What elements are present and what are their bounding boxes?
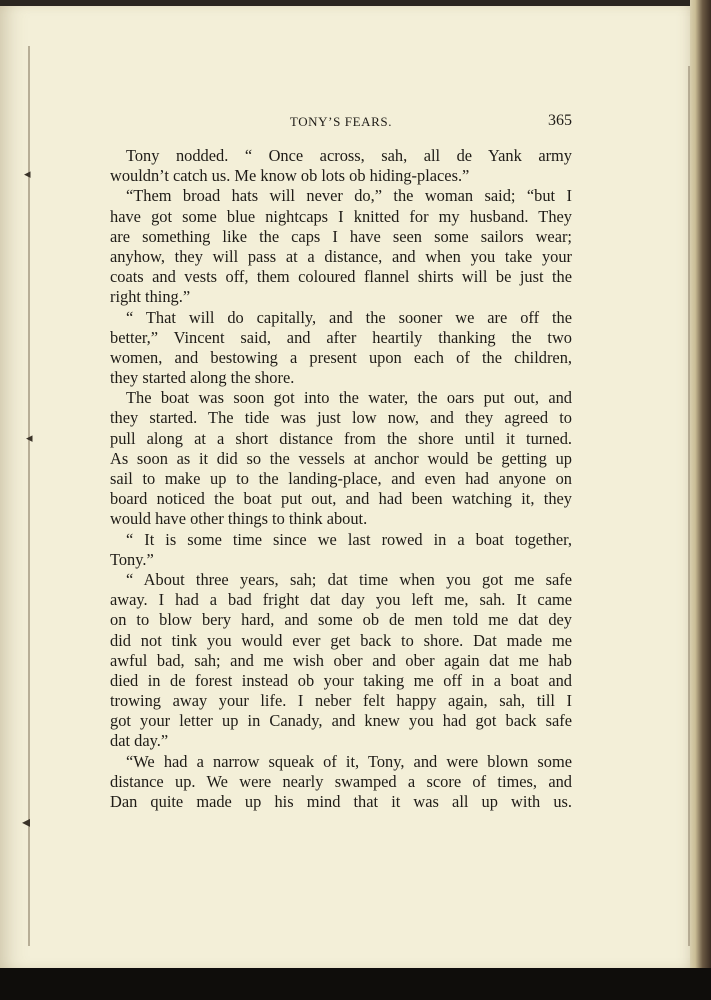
page-edge-right [690,0,711,1000]
text-line: better,” Vincent said, and after heartily thanking the two [110,327,572,347]
text-line: “Them broad hats will never do,” the woman said; “but I [126,186,572,206]
text-line: board noticed the boat put out, and had been watching it, they [110,489,572,509]
text-line: they started. The tide was just low now, and they agreed to [110,408,572,428]
text-line: Tony.” [110,549,154,569]
text-line: coats and vests off, them coloured flannel shirts will be just the [110,267,572,287]
scan-bottom-edge [0,968,711,1000]
text-line: they started along the shore. [110,368,295,388]
text-line: As soon as it did so the vessels at anchor would be getting up [110,448,572,468]
text-line: have got some blue nightcaps I knitted for my husband. They [110,206,572,226]
text-line: “ It is some time since we last rowed in a boat together, [126,529,572,549]
margin-tab-mark-icon: ◂ [24,167,31,182]
text-line: anyhow, they will pass at a distance, and when you take your [110,246,572,266]
running-title: TONY’S FEARS. [289,114,393,129]
text-line: awful bad, sah; and me wish ober and ober again dat me hab [110,650,572,670]
text-line: “We had a narrow squeak of it, Tony, and were blown some [126,751,572,771]
text-line: did not tink you would ever get back to shore. Dat made me [110,630,572,650]
text-line: pull along at a short distance from the shore until it turned. [110,428,572,448]
margin-tab-mark-icon: ◂ [22,812,31,831]
text-line: distance up. We were nearly swamped a score of times, and [110,771,572,791]
text-line: died in de forest instead ob your taking me off in a boat and [110,670,572,690]
text-line: wouldn’t catch us. Me know ob lots ob hiding-places.” [110,166,470,186]
text-line: are something like the caps I have seen some sailors wear; [110,226,572,246]
text-line: The boat was soon got into the water, the oars put out, and [126,388,572,408]
text-line: sail to make up to the landing-place, and even had anyone on [110,469,572,488]
text-line: women, and bestowing a present upon each of the children, [110,347,572,367]
text-line: right thing.” [110,287,191,307]
text-line: “ About three years, sah; dat time when you got me safe [126,569,572,589]
text-line: Dan quite made up his mind that it was all up with us. [110,792,572,811]
text-line: trowing away your life. I neber felt happy again, sah, till I [110,691,572,711]
running-header [110,110,572,134]
text-line: got your letter up in Canady, and knew you had got back safe [110,711,572,731]
margin-tab-mark-icon: ◂ [26,431,33,446]
page-number: 365 [548,112,572,129]
text-line: away. I had a bad fright dat day you left me, sah. It came [110,590,572,610]
body-text [110,146,572,812]
text-line: Tony nodded. “ Once across, sah, all de Yank army [126,146,572,165]
text-line: dat day.” [110,731,169,751]
text-line: on to blow bery hard, and some ob de men told me dat dey [110,610,572,630]
text-line: would have other things to think about. [110,509,368,529]
text-line: “ That will do capitally, and the sooner we are off the [126,307,572,327]
